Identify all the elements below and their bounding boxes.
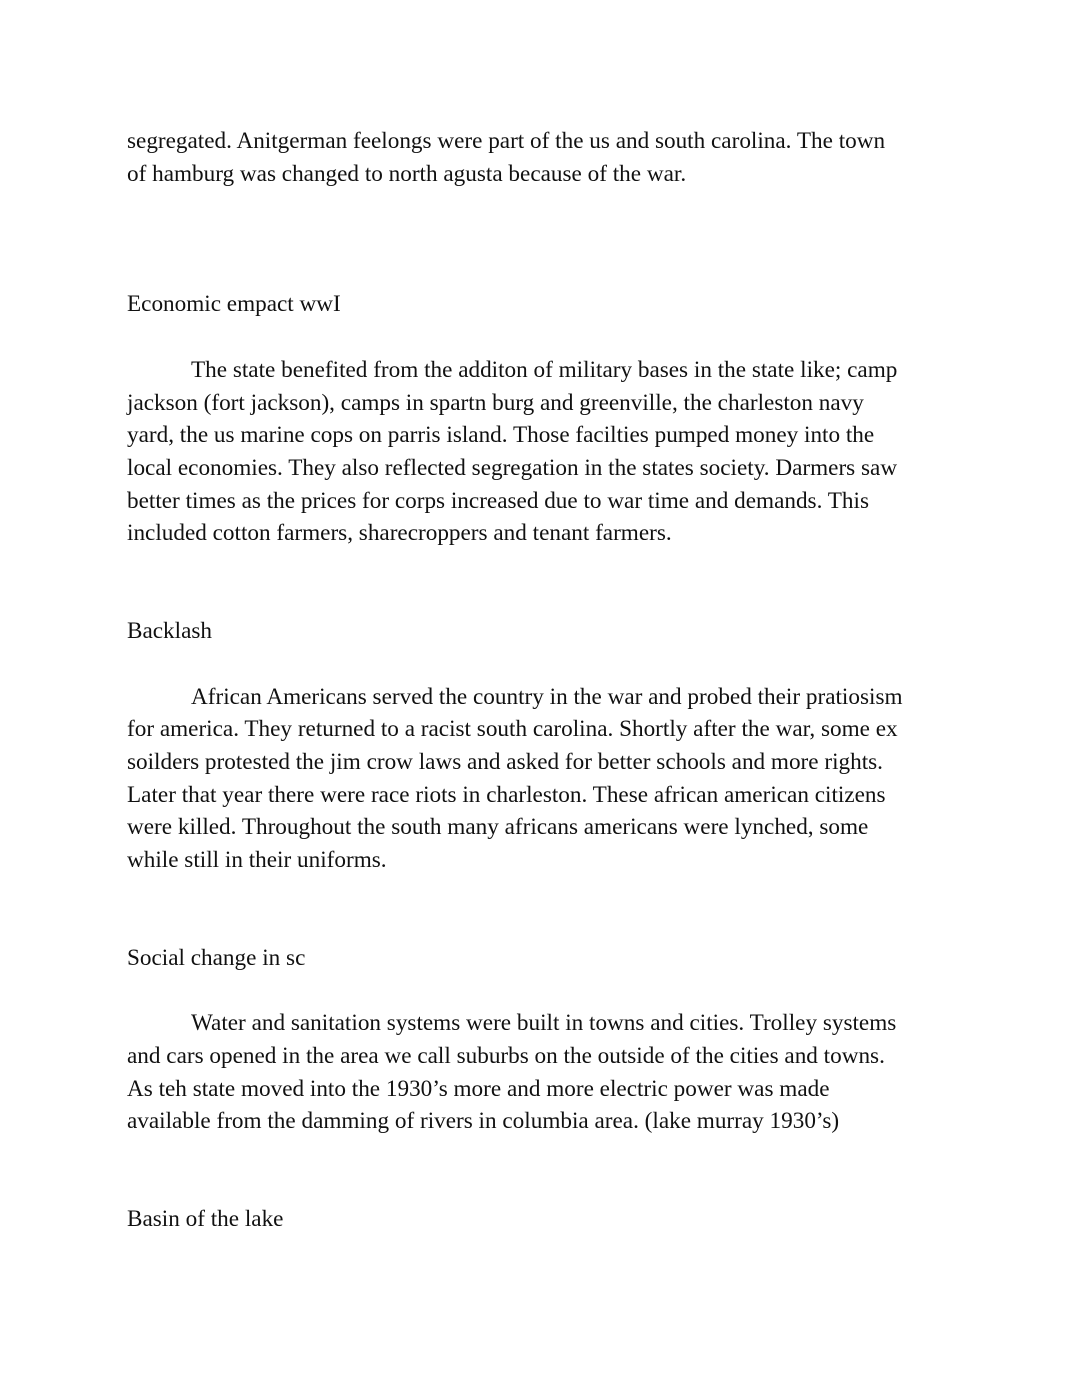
- paragraph-line: soilders protested the jim crow laws and asked for better schools and more rights.: [127, 749, 883, 775]
- paragraph-line: As teh state moved into the 1930’s more and more electric power was made: [127, 1076, 830, 1102]
- section-heading-social-change: Social change in sc: [127, 945, 306, 971]
- paragraph-line: Water and sanitation systems were built in towns and cities. Trolley systems: [191, 1010, 897, 1036]
- paragraph-line: local economies. They also reflected segregation in the states society. Darmers saw: [127, 455, 898, 481]
- intro-line: of hamburg was changed to north agusta because of the war.: [127, 161, 687, 187]
- paragraph-line: better times as the prices for corps increased due to war time and demands. This: [127, 488, 869, 514]
- paragraph-line: while still in their uniforms.: [127, 847, 387, 873]
- section-heading-basin-of-the-lake: Basin of the lake: [127, 1206, 284, 1232]
- paragraph-line: Later that year there were race riots in charleston. These african american citizens: [127, 782, 886, 808]
- section-heading-economic-impact: Economic empact wwI: [127, 291, 341, 317]
- paragraph-line: African Americans served the country in the war and probed their pratiosism: [191, 684, 903, 710]
- paragraph-line: and cars opened in the area we call suburbs on the outside of the cities and towns.: [127, 1043, 885, 1069]
- paragraph-line: available from the damming of rivers in columbia area. (lake murray 1930’s): [127, 1108, 840, 1134]
- section-heading-backlash: Backlash: [127, 618, 212, 644]
- paragraph-line: included cotton farmers, sharecroppers and tenant farmers.: [127, 520, 672, 546]
- paragraph-line: were killed. Throughout the south many africans americans were lynched, some: [127, 814, 869, 840]
- paragraph-line: yard, the us marine cops on parris island. Those facilties pumped money into the: [127, 422, 875, 448]
- paragraph-line: jackson (fort jackson), camps in spartn burg and greenville, the charleston navy: [127, 390, 864, 416]
- intro-line: segregated. Anitgerman feelongs were part of the us and south carolina. The town: [127, 128, 886, 154]
- paragraph-line: for america. They returned to a racist south carolina. Shortly after the war, some ex: [127, 716, 898, 742]
- paragraph-line: The state benefited from the additon of military bases in the state like; camp: [191, 357, 898, 383]
